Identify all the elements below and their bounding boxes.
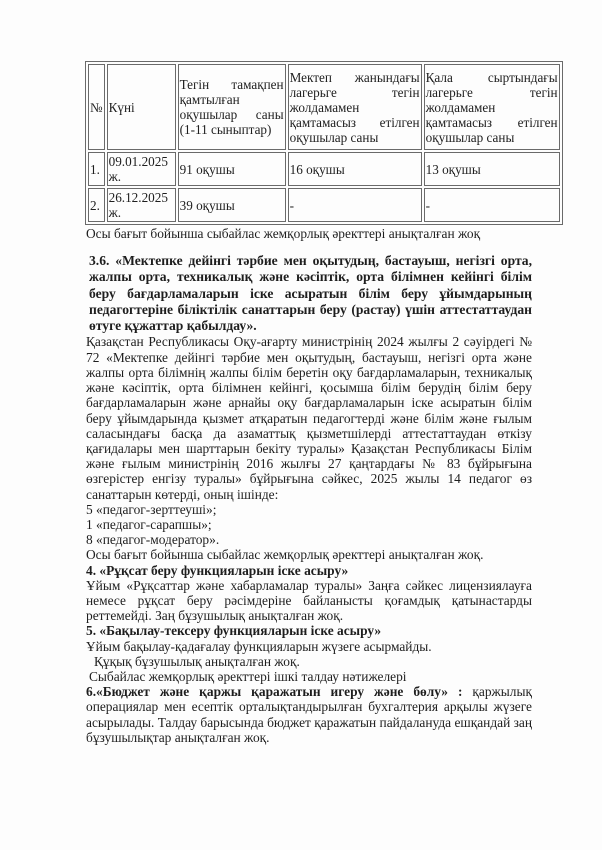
section-3-6-conclusion: Осы бағыт бойынша сыбайлас жемқорлық әректтері анықталған жоқ.	[86, 547, 484, 563]
section-3-6-heading: 3.6. «Мектепке дейінгі тәрбие мен оқытудың, бастауыш, негізгі орта, жалпы орта, техникалық және кәсіптік, орта білімнен кейінгі білім беру бағдарламаларын іске асыратын білім беру ұйымдарының педагогтеріне біліктілік санаттарын беру (растау) үшін аттестаттаудан өтуге құжаттар қабылдау».	[89, 253, 532, 334]
section-3-6-paragraph: Қазақстан Республикасы Оқу-ағарту министрінің 2024 жылғы 2 сәуірдегі № 72 «Мектепке дейінгі тәрбие мен оқытудың, бастауыш, негізгі орта және жалпы орта білімнің жалпы білім беретін оқу бағдарламаларын, техникалық және кәсіптік, орта білімнен кейінгі, қосымша білім берудің білім беру бағдарламаларын және арнайы оқу бағдарламаларын іске асыратын білім беру ұйымдарында қызмет атқаратын педагогтерді және білім және ғылым саласындағы басқа да азаматтық қызметшілерді аттестаттаудан өткізу қағидалары мен шарттарын бекіту туралы» Қазақстан Республикасы Білім және ғылым министрінің 2016 жылғы 27 қаңтардағы № 83 бұйрығына өзгерістер енгізу туралы» бұйрығына сәйкес, 2025 жылы 14 педагог өз санаттарын көтерді, оның ішінде:	[86, 334, 532, 502]
header-free-meals: Тегін тамақпен қамтылған оқушылар саны (1-11 сыныптар)	[178, 64, 286, 150]
section-5-line: Сыбайлас жемқорлық әректтері ішкі талдау нәтижелері	[89, 668, 407, 684]
cell-school-camp: -	[288, 188, 422, 222]
cell-city-camp: -	[424, 188, 560, 222]
cell-school-camp: 16 оқушы	[288, 152, 422, 186]
section-4-paragraph: Ұйым «Рұқсаттар және хабарламалар туралы» Заңға сәйкес лицензиялауға немесе рұқсат беру рәсімдеріне байланысты қоғамдық қатынастарды реттемейді. Заң бұзушылық анықталған жоқ.	[86, 577, 532, 624]
table-row	[88, 188, 560, 222]
section-6-heading: 6.«Бюджет және қаржы қаражатын игеру және бөлу» :	[86, 684, 463, 700]
table-row	[88, 152, 560, 186]
cell-free-meals: 91 оқушы	[178, 152, 286, 186]
cell-date: 09.01.2025 ж.	[107, 152, 176, 186]
section-5-line: Құқық бұзушылық анықталған жоқ.	[94, 653, 300, 669]
cell-no: 2.	[88, 188, 105, 222]
cell-date: 26.12.2025 ж.	[107, 188, 176, 222]
header-school-camp: Мектеп жанындағы лагерьге тегін жолдамамен қамтамасыз етілген оқушылар саны	[288, 64, 422, 150]
header-city-camp: Қала сыртындағы лагерьге тегін жолдамамен қамтамасыз етілген оқушылар саны	[424, 64, 560, 150]
header-no: №	[88, 64, 105, 150]
table-note: Осы бағыт бойынша сыбайлас жемқорлық әректтері анықталған жоқ	[86, 226, 481, 241]
cell-no: 1.	[88, 152, 105, 186]
cell-free-meals: 39 оқушы	[178, 188, 286, 222]
students-table	[85, 61, 563, 225]
table-note-block	[86, 226, 532, 241]
table-header-row	[88, 64, 560, 150]
section-6	[86, 684, 532, 745]
cell-city-camp: 13 оқушы	[424, 152, 560, 186]
section-5-heading: 5. «Бақылау-тексеру функцияларын іске асыру»	[86, 623, 382, 639]
section-3-6-item: 5 «педагог-зерттеуші»;	[86, 501, 217, 517]
section-3-6-item: 1 «педагог-сарапшы»;	[86, 516, 212, 532]
section-3-6	[86, 253, 532, 745]
section-5-line: Ұйым бақылау-қадағалау функцияларын жүзеге асырмайды.	[86, 638, 432, 654]
section-6-paragraph: қаржылық операциялар мен есептік орталықтандырылған бухгалтерия арқылы жүзеге асырылады. Талдау барысында бюджет қаражатын пайдалануда ешқандай заң бұзушылықтар анықталған жоқ.	[86, 684, 532, 745]
section-4-heading: 4. «Рұқсат беру функцияларын іске асыру»	[86, 562, 349, 578]
section-3-6-item: 8 «педагог-модератор».	[86, 532, 220, 548]
header-date: Күні	[107, 64, 176, 150]
